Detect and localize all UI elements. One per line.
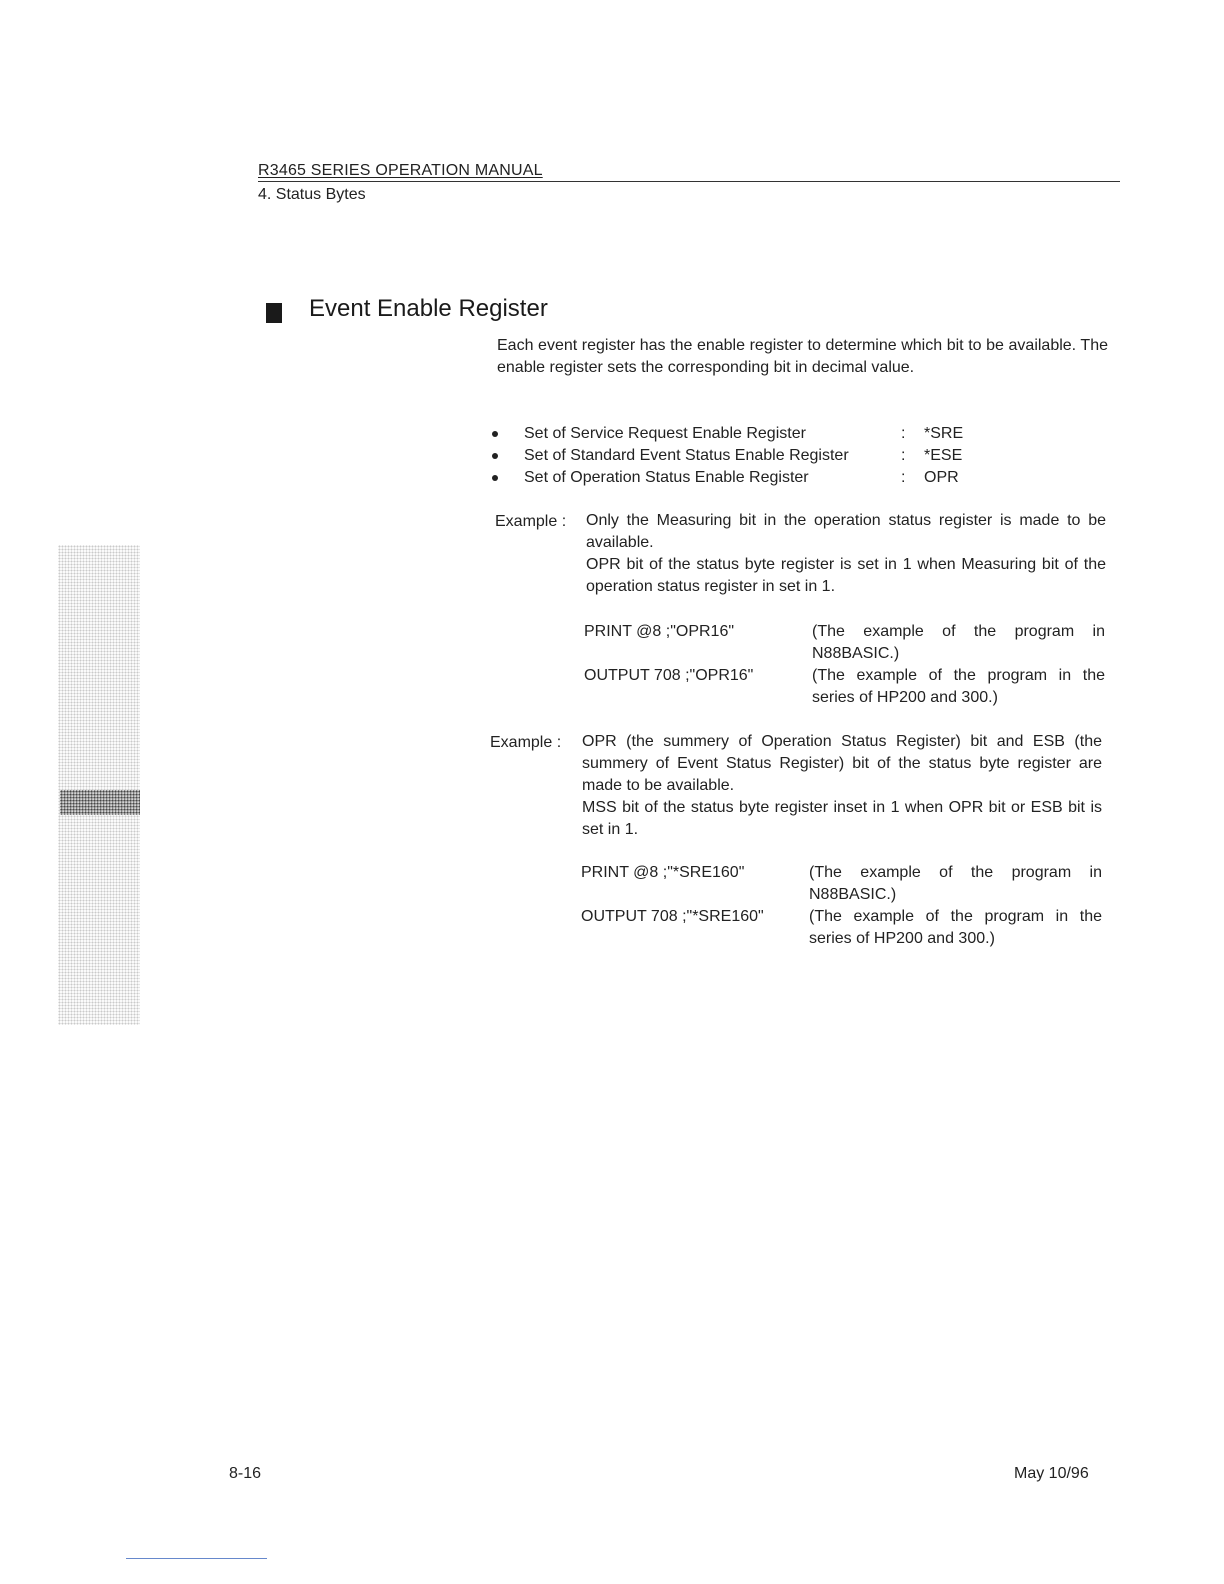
code-command: PRINT @8 ;"*SRE160" [581, 864, 745, 881]
section-reference: 4. Status Bytes [258, 186, 366, 203]
example-label: Example : [495, 513, 567, 530]
example-paragraph: OPR (the summery of Operation Status Register) bit and ESB (the summery of Event Status Register) bit of the status byte register are made to be available. [582, 733, 1102, 794]
code-note: (The example of the program in N88BASIC.) [812, 623, 1105, 662]
bullet-command: *ESE [924, 447, 963, 464]
section-heading: Event Enable Register [309, 295, 548, 322]
example-label: Example : [490, 734, 562, 751]
revision-date: May 10/96 [1014, 1465, 1089, 1482]
list-item [492, 445, 1012, 467]
scan-artifact-dark [60, 790, 140, 815]
code-note: (The example of the program in the series of HP200 and 300.) [809, 908, 1102, 947]
bullet-icon [492, 431, 498, 437]
page-number: 8-16 [229, 1465, 262, 1482]
bullet-command: OPR [924, 469, 959, 486]
example-paragraph: OPR bit of the status byte register is set in 1 when Measuring bit of the operation status register in set in 1. [586, 556, 1106, 595]
command-list [492, 423, 1012, 489]
list-item [492, 423, 1012, 445]
header-rule [258, 181, 1120, 182]
bullet-label: Set of Operation Status Enable Register [524, 469, 809, 486]
code-note: (The example of the program in N88BASIC.) [809, 864, 1102, 903]
scan-artifact [58, 545, 140, 1025]
intro-paragraph: Each event register has the enable register to determine which bit to be available. The enable register sets the corresponding bit in decimal value. [497, 337, 1108, 376]
bullet-label: Set of Service Request Enable Register [524, 425, 806, 442]
code-note: (The example of the program in the series of HP200 and 300.) [812, 667, 1105, 706]
bullet-colon: : [901, 425, 906, 442]
code-command: PRINT @8 ;"OPR16" [584, 623, 735, 640]
code-command: OUTPUT 708 ;"*SRE160" [581, 908, 764, 925]
bullet-label: Set of Standard Event Status Enable Register [524, 447, 849, 464]
bullet-command: *SRE [924, 425, 964, 442]
bullet-icon [492, 475, 498, 481]
list-item [492, 467, 1012, 489]
heading-square-icon [266, 303, 282, 323]
code-command: OUTPUT 708 ;"OPR16" [584, 667, 754, 684]
bullet-colon: : [901, 469, 906, 486]
example-paragraph: MSS bit of the status byte register inset in 1 when OPR bit or ESB bit is set in 1. [582, 799, 1102, 838]
manual-title: R3465 SERIES OPERATION MANUAL [258, 162, 543, 179]
bullet-icon [492, 453, 498, 459]
example-paragraph: Only the Measuring bit in the operation status register is made to be available. [586, 512, 1106, 551]
bottom-rule [126, 1558, 267, 1559]
bullet-colon: : [901, 447, 906, 464]
